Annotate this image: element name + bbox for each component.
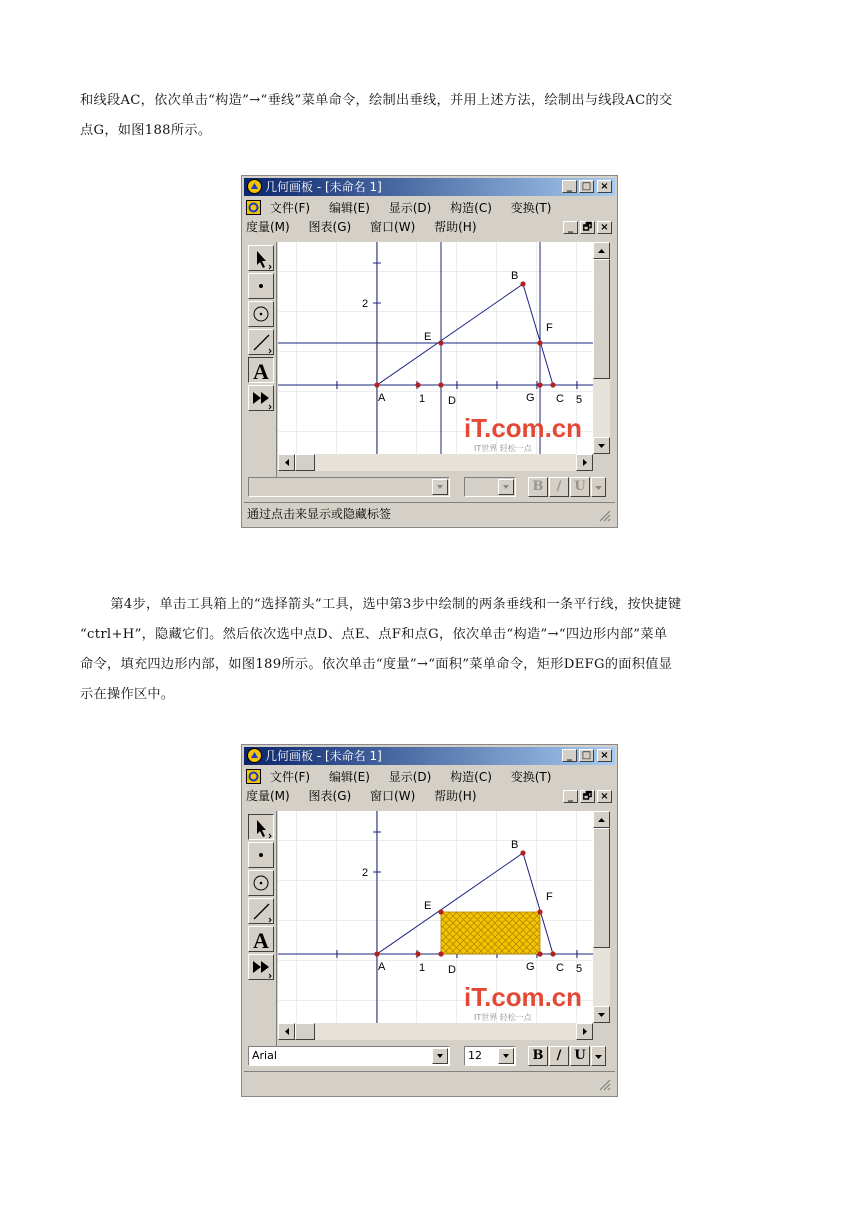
label-c: C [556, 393, 564, 405]
menu-file[interactable]: 文件(F) [269, 201, 311, 215]
document-icon[interactable] [246, 769, 261, 784]
step4-line-3: 命令，填充四边形内部，如图189所示。依次单击“度量”→“面积”菜单命令，矩形DEFG的面积值显 [80, 657, 673, 672]
point-unit [415, 382, 420, 387]
x-tick-label-1: 1 [419, 393, 426, 405]
point-d [438, 951, 443, 956]
text-format-toolbar [246, 1044, 613, 1068]
menu-graph[interactable]: 图表(G) [308, 220, 352, 234]
sketch-drawing [278, 242, 593, 454]
label-f: F [546, 891, 553, 903]
font-combo[interactable] [248, 477, 450, 497]
y-tick-label-2: 2 [362, 298, 369, 310]
window-title: 几何画板 - [未命名 1] [265, 749, 382, 763]
label-e: E [424, 331, 432, 343]
point-g [537, 951, 542, 956]
watermark-logo-text: iT.com.cn [464, 982, 582, 1012]
doc-close-button[interactable]: × [597, 221, 612, 234]
scroll-left-button[interactable] [278, 454, 295, 471]
font-value: Arial [252, 1049, 277, 1062]
size-combo[interactable] [464, 477, 516, 497]
custom-tool[interactable] [248, 385, 274, 411]
size-value: 12 [468, 1049, 482, 1062]
intro-line-2: 点G，如图188所示。 [80, 123, 212, 138]
point-b [520, 281, 525, 286]
underline-button[interactable]: U [570, 477, 590, 497]
menu-construct[interactable]: 构造(C) [450, 770, 492, 784]
menu-transform[interactable]: 变换(T) [510, 201, 552, 215]
step4-line-2: “ctrl+H”，隐藏它们。然后依次选中点D、点E、点F和点G，依次单击“构造”→“四边形内部”菜单 [80, 627, 668, 642]
point-d [438, 382, 443, 387]
italic-button[interactable]: / [549, 477, 569, 497]
title-bar[interactable] [244, 178, 615, 196]
underline-button[interactable]: U [570, 1046, 590, 1066]
close-button[interactable]: × [597, 180, 612, 193]
menu-edit[interactable]: 编辑(E) [328, 770, 370, 784]
title-bar[interactable] [244, 747, 615, 765]
point-g [537, 382, 542, 387]
quadrilateral-interior-defg [441, 912, 540, 954]
text-tool-glyph: A [253, 928, 269, 953]
straightedge-tool[interactable] [248, 329, 274, 355]
horizontal-scrollbar[interactable] [278, 1023, 593, 1040]
menu-window[interactable]: 窗口(W) [370, 789, 416, 803]
watermark-tagline: IT世界 轻松一点 [474, 444, 532, 453]
menu-graph[interactable]: 图表(G) [308, 789, 352, 803]
size-dropdown-arrow[interactable] [498, 479, 514, 495]
minimize-button[interactable]: _ [562, 749, 577, 762]
menu-measure[interactable]: 度量(M) [246, 789, 290, 803]
sketchpad-window-fig189 [241, 744, 618, 1097]
font-dropdown-arrow[interactable] [432, 1048, 448, 1064]
size-dropdown-arrow[interactable] [498, 1048, 514, 1064]
menu-construct[interactable]: 构造(C) [450, 201, 492, 215]
label-g: G [526, 961, 535, 973]
document-icon[interactable] [246, 200, 261, 215]
horizontal-scroll-thumb[interactable] [295, 1023, 315, 1040]
menu-bar-2 [246, 787, 613, 805]
menu-display[interactable]: 显示(D) [388, 770, 432, 784]
scroll-left-button[interactable] [278, 1023, 295, 1040]
x-tick-label-5: 5 [576, 963, 583, 975]
sketch-canvas[interactable] [278, 811, 593, 1023]
status-bar [244, 502, 615, 525]
doc-close-button[interactable]: × [597, 790, 612, 803]
italic-button[interactable]: / [549, 1046, 569, 1066]
maximize-button[interactable]: □ [579, 180, 594, 193]
point-a [374, 382, 379, 387]
size-combo[interactable] [464, 1046, 516, 1066]
sketch-canvas[interactable] [278, 242, 593, 454]
watermark-tagline: IT世界 轻松一点 [474, 1013, 532, 1022]
toolbox [246, 242, 277, 497]
compass-tool[interactable] [248, 301, 274, 327]
resize-grip-icon[interactable] [597, 508, 611, 522]
sketchpad-window-fig188 [241, 175, 618, 528]
bold-button[interactable]: B [528, 1046, 548, 1066]
menu-transform[interactable]: 变换(T) [510, 770, 552, 784]
toolbox [246, 811, 277, 1066]
label-b: B [511, 270, 519, 282]
point-tool[interactable] [248, 842, 274, 868]
scroll-down-button[interactable] [593, 1006, 610, 1023]
sketchpad-app-icon [247, 179, 262, 194]
compass-tool[interactable] [248, 870, 274, 896]
color-dropdown-button[interactable] [591, 477, 606, 497]
maximize-button[interactable]: □ [579, 749, 594, 762]
vertical-scroll-thumb[interactable] [593, 828, 610, 948]
straightedge-tool[interactable] [248, 898, 274, 924]
point-unit [415, 951, 420, 956]
status-bar [244, 1071, 615, 1094]
label-a: A [378, 961, 386, 973]
menu-help[interactable]: 帮助(H) [434, 789, 477, 803]
text-tool[interactable] [248, 926, 274, 952]
menu-window[interactable]: 窗口(W) [370, 220, 416, 234]
select-arrow-tool[interactable] [248, 814, 274, 840]
step4-line-1: 第4步，单击工具箱上的“选择箭头”工具，选中第3步中绘制的两条垂线和一条平行线，按快捷键 [110, 597, 682, 612]
text-tool-glyph: A [253, 359, 269, 384]
horizontal-scrollbar[interactable] [278, 454, 593, 471]
menu-file[interactable]: 文件(F) [269, 770, 311, 784]
menu-help[interactable]: 帮助(H) [434, 220, 477, 234]
doc-minimize-button[interactable]: _ [563, 790, 578, 803]
label-b: B [511, 839, 519, 851]
resize-grip-icon[interactable] [597, 1077, 611, 1091]
step4-line-4: 示在操作区中。 [80, 687, 175, 702]
x-tick-label-5: 5 [576, 394, 583, 406]
custom-tool[interactable] [248, 954, 274, 980]
intro-paragraph [80, 86, 790, 146]
window-title: 几何画板 - [未命名 1] [265, 180, 382, 194]
color-dropdown-button[interactable] [591, 1046, 606, 1066]
label-f: F [546, 322, 553, 334]
menu-measure[interactable]: 度量(M) [246, 220, 290, 234]
point-e [438, 909, 443, 914]
label-g: G [526, 392, 535, 404]
menu-bar-1 [246, 768, 566, 786]
label-d: D [448, 395, 456, 407]
close-button[interactable]: × [597, 749, 612, 762]
watermark-logo-text: iT.com.cn [464, 413, 582, 443]
scroll-up-button[interactable] [593, 811, 610, 828]
scroll-right-button[interactable] [576, 454, 593, 471]
point-f [537, 340, 542, 345]
bold-button[interactable]: B [528, 477, 548, 497]
point-f [537, 909, 542, 914]
text-format-toolbar [246, 475, 613, 499]
sketchpad-app-icon [247, 748, 262, 763]
font-dropdown-arrow[interactable] [432, 479, 448, 495]
label-d: D [448, 964, 456, 976]
status-text: 通过点击来显示或隐藏标签 [247, 507, 392, 521]
doc-minimize-button[interactable]: _ [563, 221, 578, 234]
point-c [550, 951, 555, 956]
scroll-right-button[interactable] [576, 1023, 593, 1040]
step4-paragraph [80, 590, 790, 710]
point-c [550, 382, 555, 387]
menu-edit[interactable]: 编辑(E) [328, 201, 370, 215]
text-tool[interactable] [248, 357, 274, 383]
menu-bar-2 [246, 218, 613, 236]
doc-restore-button[interactable]: 🗗 [580, 790, 595, 803]
intro-line-1: 和线段AC，依次单击“构造”→“垂线”菜单命令，绘制出垂线，并用上述方法，绘制出与线段AC的交 [80, 93, 673, 108]
horizontal-scroll-thumb[interactable] [295, 454, 315, 471]
vertical-scroll-thumb[interactable] [593, 259, 610, 379]
y-tick-label-2: 2 [362, 867, 369, 879]
minimize-button[interactable]: _ [562, 180, 577, 193]
scroll-up-button[interactable] [593, 242, 610, 259]
sketch-drawing [278, 811, 593, 1023]
font-combo[interactable] [248, 1046, 450, 1066]
label-c: C [556, 962, 564, 974]
label-a: A [378, 392, 386, 404]
point-a [374, 951, 379, 956]
menu-display[interactable]: 显示(D) [388, 201, 432, 215]
point-b [520, 850, 525, 855]
x-tick-label-1: 1 [419, 962, 426, 974]
select-arrow-tool[interactable] [248, 245, 274, 271]
scroll-down-button[interactable] [593, 437, 610, 454]
label-e: E [424, 900, 432, 912]
vertical-scrollbar[interactable] [593, 811, 610, 1023]
menu-bar-1 [246, 199, 566, 217]
point-tool[interactable] [248, 273, 274, 299]
vertical-scrollbar[interactable] [593, 242, 610, 454]
point-e [438, 340, 443, 345]
doc-restore-button[interactable]: 🗗 [580, 221, 595, 234]
